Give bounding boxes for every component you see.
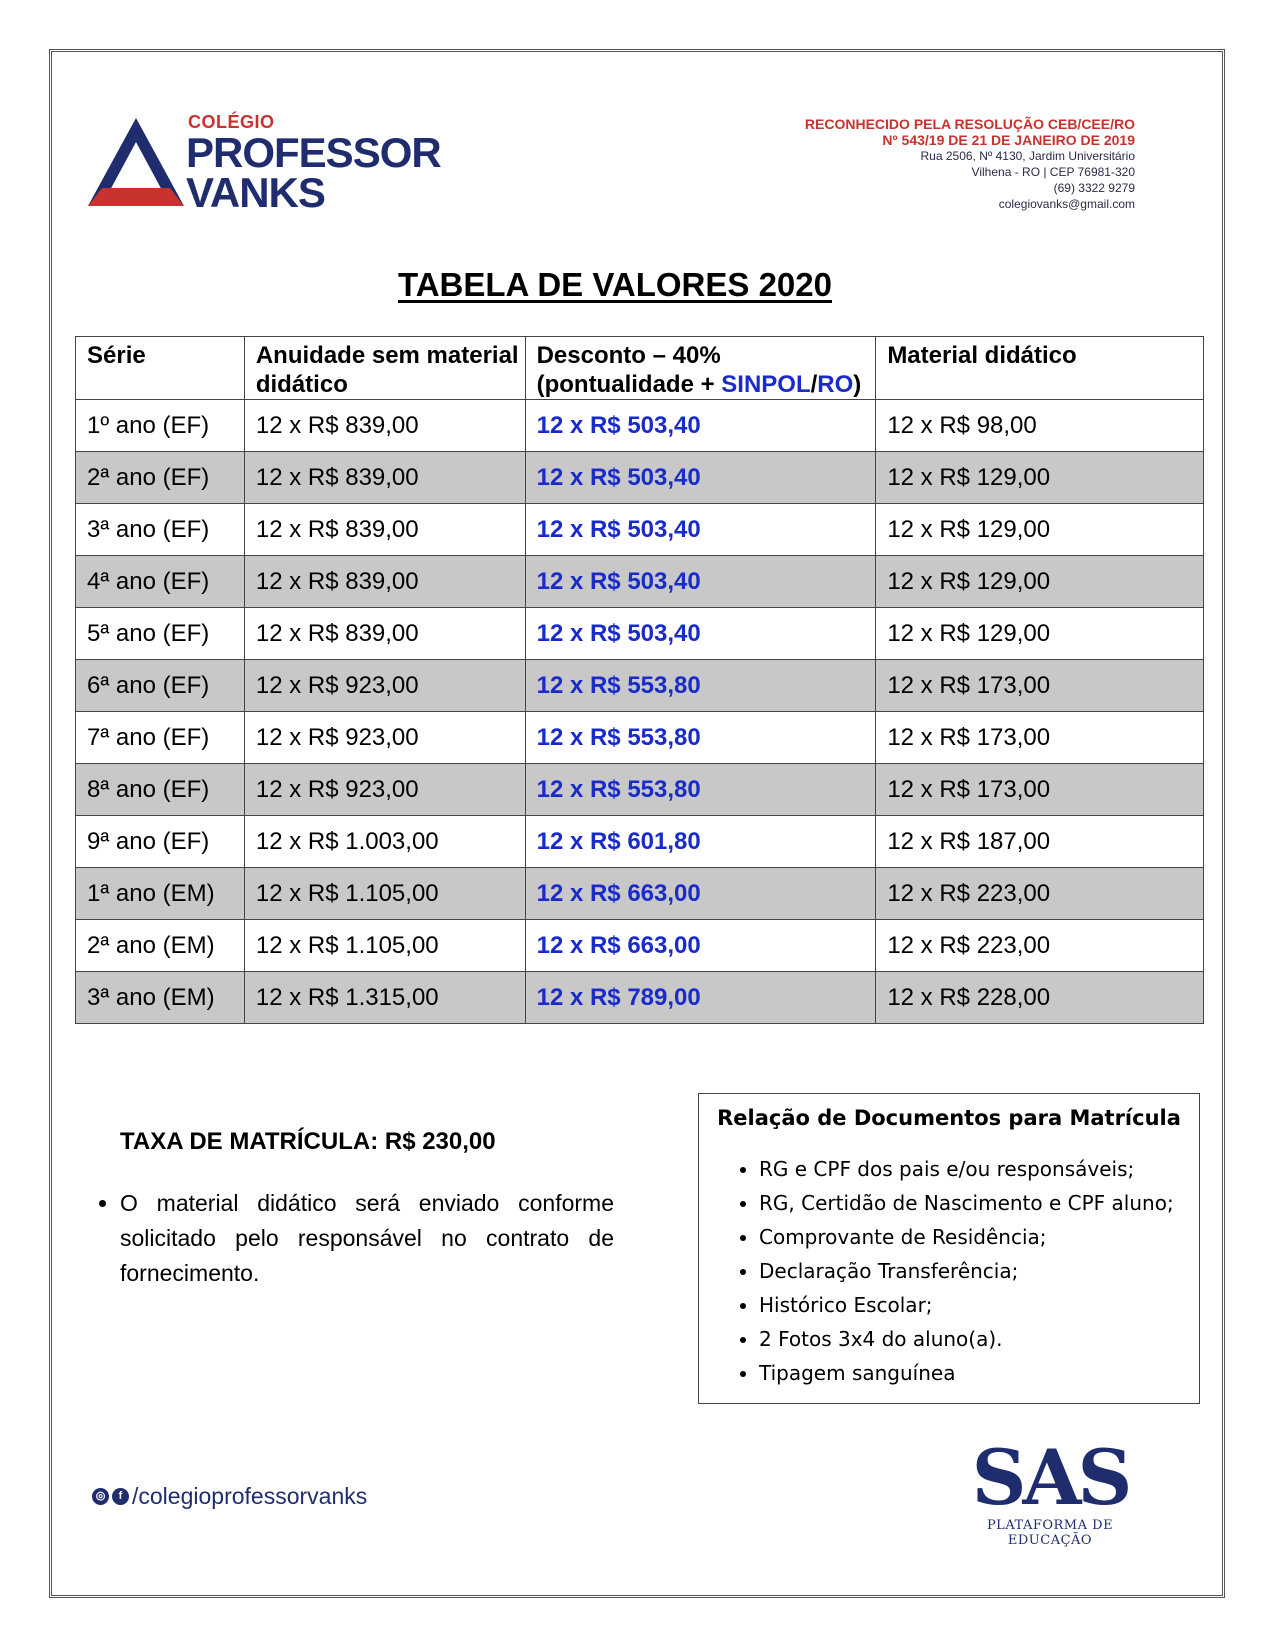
header-desconto-prefix: (pontualidade + [536,371,722,398]
cell-anuidade: 12 x R$ 1.105,00 [244,920,525,972]
material-note-text: • O material didático será enviado conforme solicitado pelo responsável no contrato de fornecimento. [120,1186,614,1291]
list-item: • Declaração Transferência; [759,1254,1199,1288]
cell-serie: 1ª ano (EM) [76,868,245,920]
list-item: • RG, Certidão de Nascimento e CPF aluno; [759,1186,1199,1220]
facebook-icon: f [112,1488,129,1505]
address-line1: Rua 2506, Nº 4130, Jardim Universitário [920,149,1135,163]
cell-desconto: 12 x R$ 503,40 [525,504,876,556]
cell-material: 12 x R$ 223,00 [876,920,1204,972]
cell-material: 12 x R$ 173,00 [876,764,1204,816]
cell-desconto: 12 x R$ 601,80 [525,816,876,868]
cell-anuidade: 12 x R$ 839,00 [244,452,525,504]
school-logo [88,110,441,220]
cell-desconto: 12 x R$ 503,40 [525,400,876,452]
cell-anuidade: 12 x R$ 1.003,00 [244,816,525,868]
table-row [76,868,1204,920]
cell-serie: 3ª ano (EF) [76,504,245,556]
logo-line3: VANKS [186,169,325,216]
table-row [76,764,1204,816]
cell-desconto: 12 x R$ 553,80 [525,660,876,712]
cell-serie: 5ª ano (EF) [76,608,245,660]
cell-anuidade: 12 x R$ 1.315,00 [244,972,525,1024]
sas-logo-name: SAS [971,1433,1129,1522]
price-table [75,336,1204,1024]
cell-material: 12 x R$ 173,00 [876,660,1204,712]
cell-serie: 8ª ano (EF) [76,764,245,816]
page-title: TABELA DE VALORES 2020 [398,266,832,303]
enrollment-fee: TAXA DE MATRÍCULA: R$ 230,00 [120,1128,496,1155]
cell-desconto: 12 x R$ 503,40 [525,452,876,504]
table-row [76,504,1204,556]
header-anuidade: Anuidade sem material didático [244,337,525,400]
list-item: • Histórico Escolar; [759,1288,1199,1322]
table-row [76,452,1204,504]
header-desconto [525,337,876,400]
table-header-row [76,337,1204,400]
cell-serie: 2ª ano (EM) [76,920,245,972]
cell-anuidade: 12 x R$ 923,00 [244,712,525,764]
sas-logo-tagline: PLATAFORMA DE EDUCAÇÃO [986,1518,1114,1548]
cell-desconto: 12 x R$ 663,00 [525,920,876,972]
table-row [76,608,1204,660]
page-title-wrap [0,266,1230,304]
cell-serie: 6ª ano (EF) [76,660,245,712]
cell-material: 12 x R$ 228,00 [876,972,1204,1024]
cell-serie: 3ª ano (EM) [76,972,245,1024]
cell-anuidade: 12 x R$ 839,00 [244,504,525,556]
recognition-line2: Nº 543/19 DE 21 DE JANEIRO DE 2019 [882,132,1135,148]
cell-desconto: 12 x R$ 789,00 [525,972,876,1024]
instagram-icon: ◎ [92,1488,109,1505]
cell-anuidade: 12 x R$ 923,00 [244,660,525,712]
documents-box [698,1093,1200,1404]
cell-material: 12 x R$ 98,00 [876,400,1204,452]
cell-material: 12 x R$ 173,00 [876,712,1204,764]
institution-info [805,116,1135,212]
cell-desconto: 12 x R$ 553,80 [525,712,876,764]
table-row [76,712,1204,764]
cell-desconto: 12 x R$ 553,80 [525,764,876,816]
header-desconto-line1: Desconto – 40% [536,342,721,369]
triangle-logo-icon [88,118,184,213]
cell-desconto: 12 x R$ 663,00 [525,868,876,920]
cell-serie: 7ª ano (EF) [76,712,245,764]
cell-anuidade: 12 x R$ 839,00 [244,400,525,452]
cell-anuidade: 12 x R$ 1.105,00 [244,868,525,920]
cell-serie: 2ª ano (EF) [76,452,245,504]
header-serie: Série [76,337,245,400]
cell-anuidade: 12 x R$ 923,00 [244,764,525,816]
cell-anuidade: 12 x R$ 839,00 [244,608,525,660]
address-line2: Vilhena - RO | CEP 76981-320 [971,165,1135,179]
cell-serie: 4ª ano (EF) [76,556,245,608]
header-desconto-slash: / [810,371,818,398]
cell-desconto: 12 x R$ 503,40 [525,556,876,608]
recognition-line1: RECONHECIDO PELA RESOLUÇÃO CEB/CEE/RO [804,116,1135,132]
table-row [76,400,1204,452]
cell-material: 12 x R$ 223,00 [876,868,1204,920]
sas-logo [960,1433,1140,1548]
list-item: • RG e CPF dos pais e/ou responsáveis; [759,1152,1199,1186]
cell-material: 12 x R$ 129,00 [876,504,1204,556]
logo-line2: PROFESSOR [186,129,441,176]
cell-serie: 9ª ano (EF) [76,816,245,868]
table-row [76,972,1204,1024]
cell-serie: 1º ano (EF) [76,400,245,452]
header-desconto-suffix: ) [853,371,862,398]
list-item: • 2 Fotos 3x4 do aluno(a). [759,1322,1199,1356]
email: colegiovanks@gmail.com [998,197,1135,211]
header-material: Material didático [876,337,1204,400]
list-item: • Tipagem sanguínea [759,1356,1199,1390]
cell-desconto: 12 x R$ 503,40 [525,608,876,660]
header-desconto-ro: RO [817,371,854,398]
table-row [76,920,1204,972]
logo-line1: COLÉGIO [188,112,275,132]
social-links [92,1483,367,1510]
table-row [76,556,1204,608]
cell-material: 12 x R$ 129,00 [876,452,1204,504]
cell-material: 12 x R$ 129,00 [876,556,1204,608]
cell-anuidade: 12 x R$ 839,00 [244,556,525,608]
material-note [84,1186,614,1291]
header-desconto-sinpol: SINPOL [721,371,811,398]
list-item: • Comprovante de Residência; [759,1220,1199,1254]
table-row [76,816,1204,868]
cell-material: 12 x R$ 187,00 [876,816,1204,868]
table-row [76,660,1204,712]
phone: (69) 3322 9279 [1053,181,1135,195]
social-handle: /colegioprofessorvanks [132,1483,368,1509]
cell-material: 12 x R$ 129,00 [876,608,1204,660]
documents-title: Relação de Documentos para Matrícula [717,1106,1181,1130]
